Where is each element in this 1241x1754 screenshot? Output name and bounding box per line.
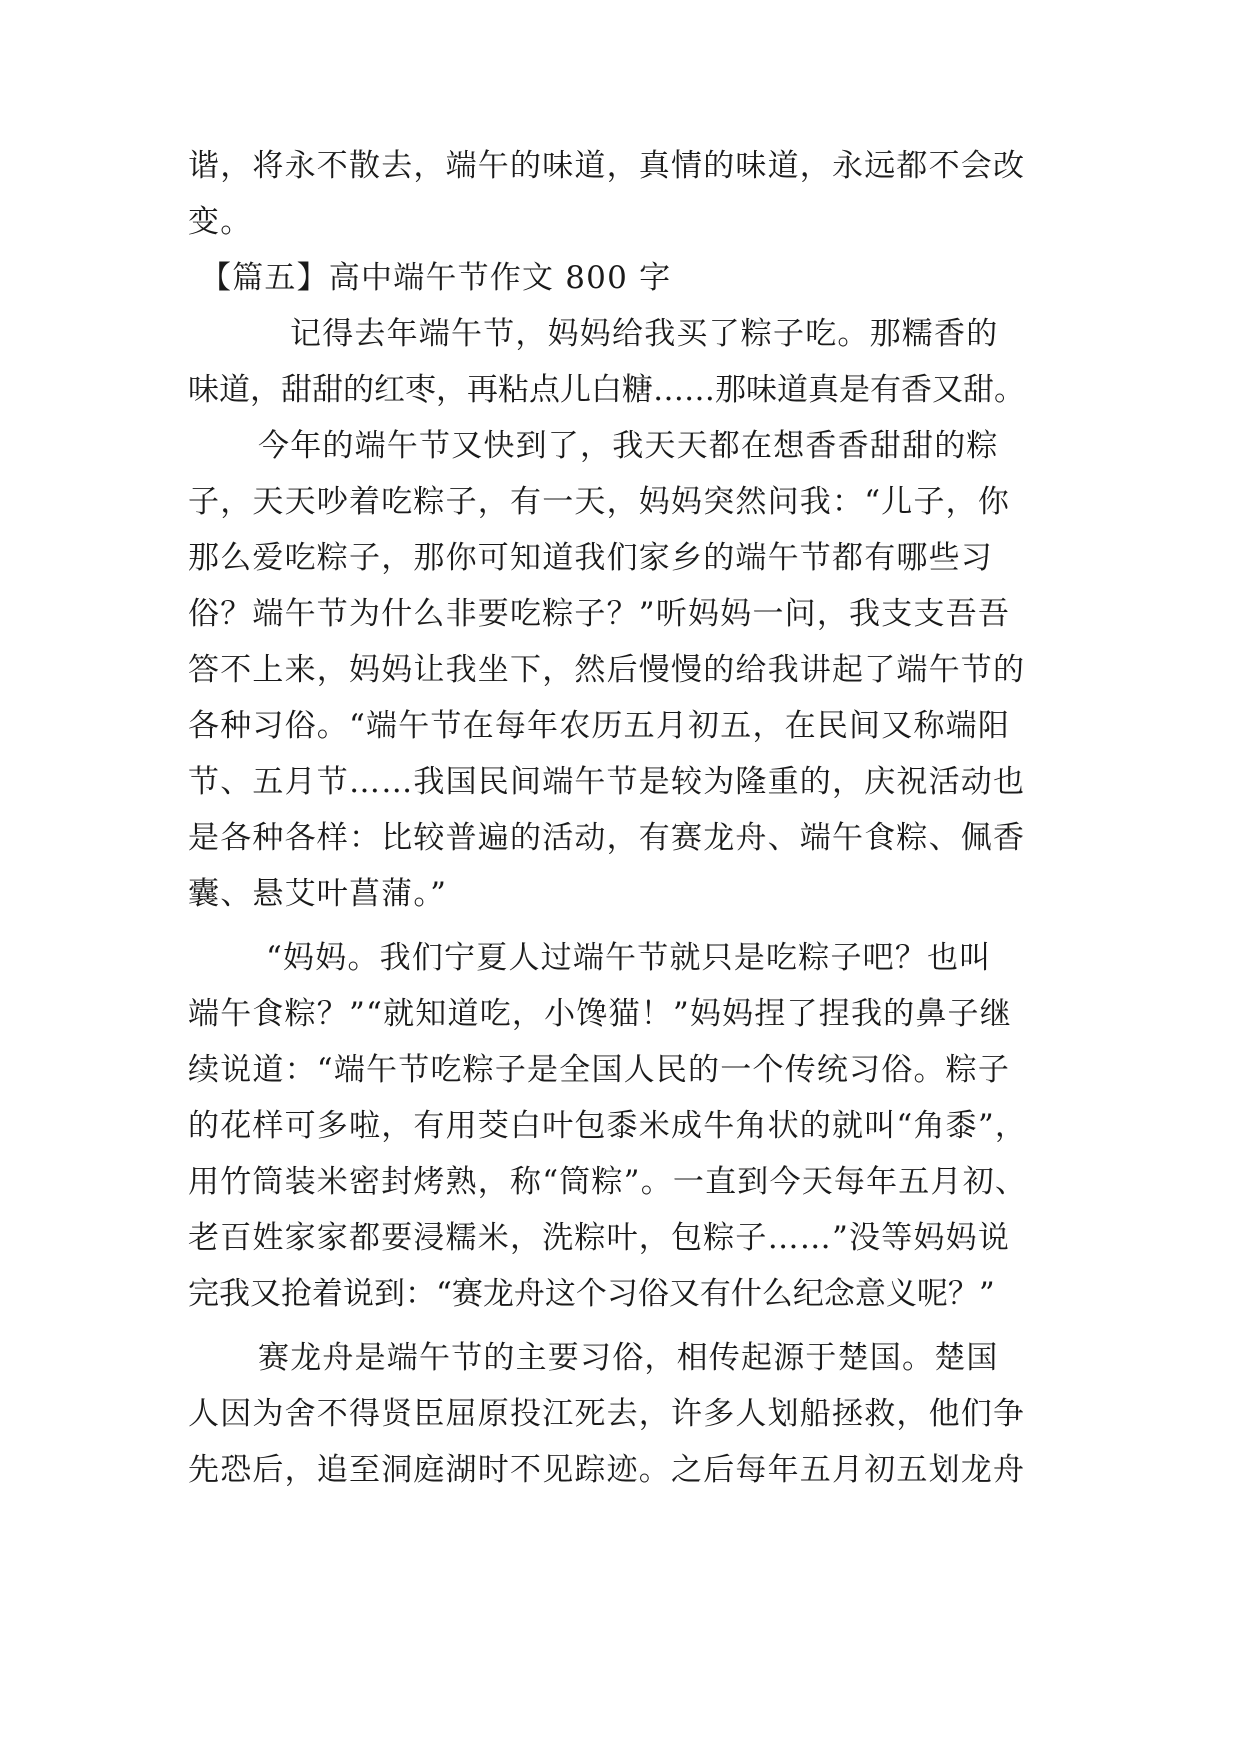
text-line: 节、五月节……我国民间端午节是较为隆重的，庆祝活动也 bbox=[188, 764, 1026, 800]
text-line: 人因为舍不得贤臣屈原投江死去，许多人划船拯救，他们争 bbox=[188, 1396, 1026, 1432]
text-line: 续说道：“端午节吃粽子是全国人民的一个传统习俗。粽子 bbox=[188, 1052, 1011, 1088]
text-line: 囊、悬艾叶菖蒲。” bbox=[188, 876, 448, 912]
paragraph-first-line: 记得去年端午节，妈妈给我买了粽子吃。那糯香的 bbox=[290, 316, 999, 352]
text-line: 味道，甜甜的红枣，再粘点儿白糖……那味道真是有香又甜。 bbox=[188, 372, 1025, 408]
text-line: 那么爱吃粽子，那你可知道我们家乡的端午节都有哪些习 bbox=[188, 540, 993, 576]
text-line: 完我又抢着说到：“赛龙舟这个习俗又有什么纪念意义呢？” bbox=[188, 1276, 995, 1312]
paragraph-first-line: “妈妈。我们宁夏人过端午节就只是吃粽子吧？也叫 bbox=[266, 940, 992, 976]
text-line: 的花样可多啦，有用茭白叶包黍米成牛角状的就叫“角黍”， bbox=[188, 1108, 1028, 1144]
paragraph-first-line: 赛龙舟是端午节的主要习俗，相传起源于楚国。楚国 bbox=[258, 1340, 999, 1376]
text-line: 答不上来，妈妈让我坐下，然后慢慢的给我讲起了端午节的 bbox=[188, 652, 1026, 688]
paragraph-first-line: 今年的端午节又快到了，我天天都在想香香甜甜的粽 bbox=[258, 428, 999, 464]
text-line: 变。 bbox=[188, 204, 253, 240]
text-line: 先恐后，追至洞庭湖时不见踪迹。之后每年五月初五划龙舟 bbox=[188, 1452, 1026, 1488]
text-line: 用竹筒装米密封烤熟，称“筒粽”。一直到今天每年五月初、 bbox=[188, 1164, 1028, 1200]
text-line: 各种习俗。“端午节在每年农历五月初五，在民间又称端阳 bbox=[188, 708, 1011, 744]
text-line: 老百姓家家都要浸糯米，洗粽叶，包粽子……”没等妈妈说 bbox=[188, 1220, 1011, 1256]
text-line: 俗？端午节为什么非要吃粽子？”听妈妈一问，我支支吾吾 bbox=[188, 596, 1011, 632]
text-line: 是各种各样：比较普遍的活动，有赛龙舟、端午食粽、佩香 bbox=[188, 820, 1026, 856]
text-line: 子，天天吵着吃粽子，有一天，妈妈突然问我：“儿子，你 bbox=[188, 484, 1011, 520]
text-line: 谐，将永不散去，端午的味道，真情的味道，永远都不会改 bbox=[188, 148, 1026, 184]
text-line: 端午食粽？”“就知道吃，小馋猫！”妈妈捏了捏我的鼻子继 bbox=[188, 996, 1012, 1032]
section-heading: 【篇五】高中端午节作文 800 字 bbox=[200, 260, 672, 296]
